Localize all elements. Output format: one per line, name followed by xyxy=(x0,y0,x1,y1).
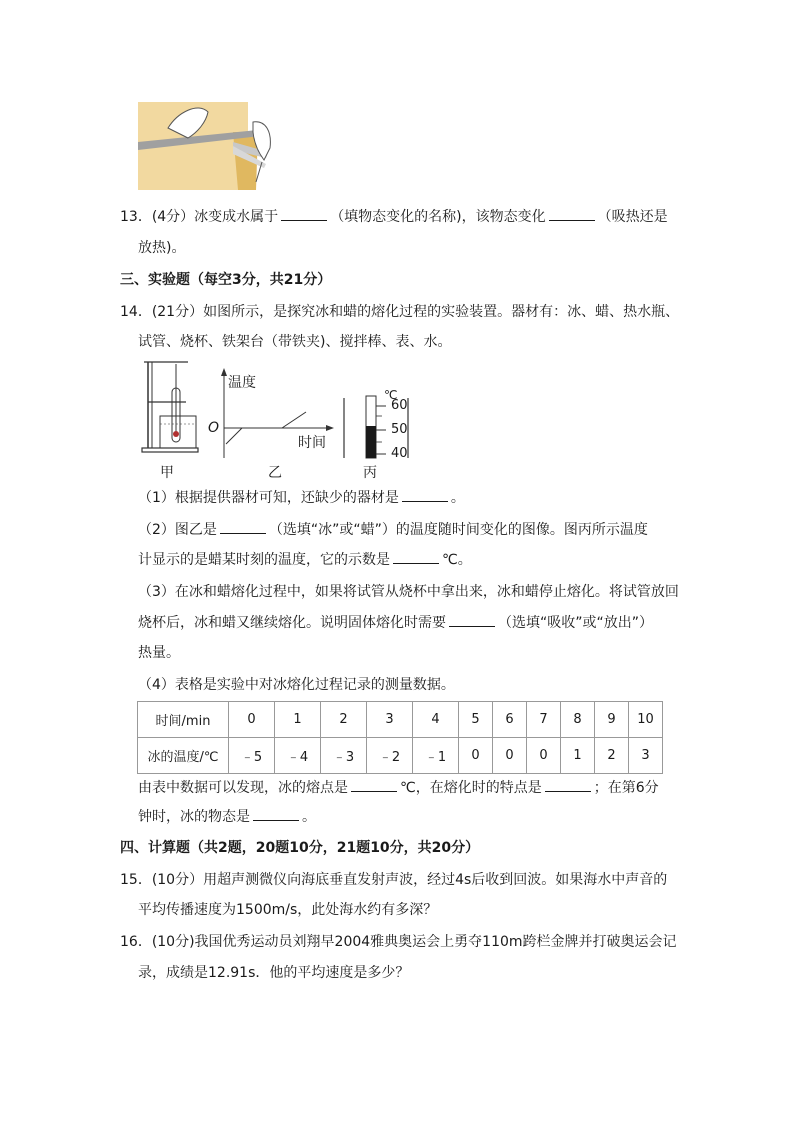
table-cell: 2 xyxy=(595,738,629,774)
q14-p3-text-b: 烧杯后，冰和蜡又继续熔化。说明固体熔化时需要 xyxy=(138,615,446,631)
table-cell: ﹣1 xyxy=(413,738,459,774)
table-cell: 3 xyxy=(629,738,663,774)
q14-after-text-c: ；在第6分 xyxy=(593,780,659,796)
q13-blank-2[interactable] xyxy=(549,206,595,221)
table-row xyxy=(138,738,663,774)
table-cell: 5 xyxy=(459,702,493,738)
q14-intro-line1: 14．(21分）如图所示，是探究冰和蜡的熔化过程的实验装置。器材有：冰、蜡、热水瓶、 xyxy=(120,304,680,320)
table-cell: 8 xyxy=(561,702,595,738)
graph-ylabel: 温度 xyxy=(228,375,256,391)
q14-after-text-e: 。 xyxy=(302,809,316,825)
q14-after-text-a: 由表中数据可以发现，冰的熔点是 xyxy=(138,780,348,796)
table-cell: 4 xyxy=(413,702,459,738)
q14-part3-line1: （3）在冰和蜡熔化过程中，如果将试管从烧杯中拿出来，冰和蜡停止熔化。将试管放回 xyxy=(138,584,679,600)
q14-p2-text-c: 计显示的是蜡某时刻的温度，它的示数是 xyxy=(138,552,390,568)
fig-label-bing: 丙 xyxy=(363,465,377,481)
q14-p2-text-b: （选填“冰”或“蜡”）的温度随时间变化的图像。图丙所示温度 xyxy=(268,522,648,538)
graph-xlabel: 时间 xyxy=(298,435,326,451)
section4-title: 四、计算题（共2题，20题10分，21题10分，共20分） xyxy=(120,840,480,856)
table-cell: 0 xyxy=(229,702,275,738)
table-cell: 1 xyxy=(275,702,321,738)
q13-line2: 放热)。 xyxy=(138,240,186,256)
q14-part2-line1 xyxy=(138,519,648,540)
table-cell: ﹣2 xyxy=(367,738,413,774)
q14-part3-line2 xyxy=(138,612,653,633)
q14-p2-blank-1[interactable] xyxy=(220,519,266,534)
q14-p1-text-b: 。 xyxy=(450,490,465,506)
ruler-vibration-figure xyxy=(138,102,274,190)
q14-p1-blank[interactable] xyxy=(402,487,448,502)
q16-line2: 录，成绩是12.91s．他的平均速度是多少？ xyxy=(138,965,410,981)
q14-part1 xyxy=(138,487,465,508)
ice-melting-data-table xyxy=(137,701,663,774)
thermo-tick-50: 50 xyxy=(391,422,408,437)
q15-line1: 15．(10分）用超声测微仪向海底垂直发射声波，经过4s后收到回波。如果海水中声音的 xyxy=(120,872,668,888)
fig-label-yi: 乙 xyxy=(268,465,282,481)
table-cell: ﹣3 xyxy=(321,738,367,774)
table-cell: 2 xyxy=(321,702,367,738)
q13-text-a: 13．(4分）冰变成水属于 xyxy=(120,209,279,225)
table-cell: 10 xyxy=(629,702,663,738)
q13-blank-1[interactable] xyxy=(281,206,327,221)
q14-feature-blank[interactable] xyxy=(545,777,591,792)
q13-text-b: （填物态变化的名称)，该物态变化 xyxy=(330,209,546,225)
table-cell: 7 xyxy=(527,702,561,738)
q14-p1-text-a: （1）根据提供器材可知，还缺少的器材是 xyxy=(138,490,399,506)
q14-after-line1 xyxy=(138,777,659,798)
table-header-time: 时间/min xyxy=(138,702,229,738)
q14-intro-line2: 试管、烧杯、铁架台（带铁夹)、搅拌棒、表、水。 xyxy=(138,334,452,350)
q14-part4: （4）表格是实验中对冰熔化过程记录的测量数据。 xyxy=(138,677,455,693)
q14-p2-blank-2[interactable] xyxy=(393,549,439,564)
table-cell: ﹣4 xyxy=(275,738,321,774)
table-cell: 6 xyxy=(493,702,527,738)
q16-line1: 16．(10分)我国优秀运动员刘翔早2004雅典奥运会上勇夺110m跨栏金牌并打破奥运会记 xyxy=(120,934,677,950)
q14-after-text-d: 钟时，冰的物态是 xyxy=(138,809,250,825)
table-header-temp: 冰的温度/℃ xyxy=(138,738,229,774)
q14-after-line2 xyxy=(138,806,316,827)
apparatus-figure-jia xyxy=(140,358,202,454)
q15-line2: 平均传播速度为1500m/s，此处海水约有多深？ xyxy=(138,902,438,918)
thermo-tick-40: 40 xyxy=(391,446,408,461)
fig-label-jia: 甲 xyxy=(160,465,174,481)
thermo-unit: ℃ xyxy=(384,388,398,402)
q14-state-blank[interactable] xyxy=(253,806,299,821)
q13-text-c: （吸热还是 xyxy=(597,209,668,225)
table-cell: 0 xyxy=(527,738,561,774)
table-cell: ﹣5 xyxy=(229,738,275,774)
table-cell: 3 xyxy=(367,702,413,738)
table-cell: 1 xyxy=(561,738,595,774)
table-cell: 0 xyxy=(459,738,493,774)
q14-melting-point-blank[interactable] xyxy=(351,777,397,792)
thermo-tick-60: 60 xyxy=(391,398,408,413)
q13-line1 xyxy=(120,206,668,227)
q14-p3-blank[interactable] xyxy=(449,612,495,627)
section3-title: 三、实验题（每空3分，共21分） xyxy=(120,272,332,288)
q14-p2-text-d: ℃。 xyxy=(442,552,472,568)
q14-p3-text-c: （选填“吸收”或“放出”） xyxy=(498,615,654,631)
q14-p2-text-a: （2）图乙是 xyxy=(138,522,217,538)
q14-after-text-b: ℃，在熔化时的特点是 xyxy=(400,780,542,796)
q14-part2-line2 xyxy=(138,549,472,570)
graph-origin: O xyxy=(208,420,220,436)
q14-part3-line3: 热量。 xyxy=(138,645,180,661)
table-cell: 9 xyxy=(595,702,629,738)
table-cell: 0 xyxy=(493,738,527,774)
table-row xyxy=(138,702,663,738)
